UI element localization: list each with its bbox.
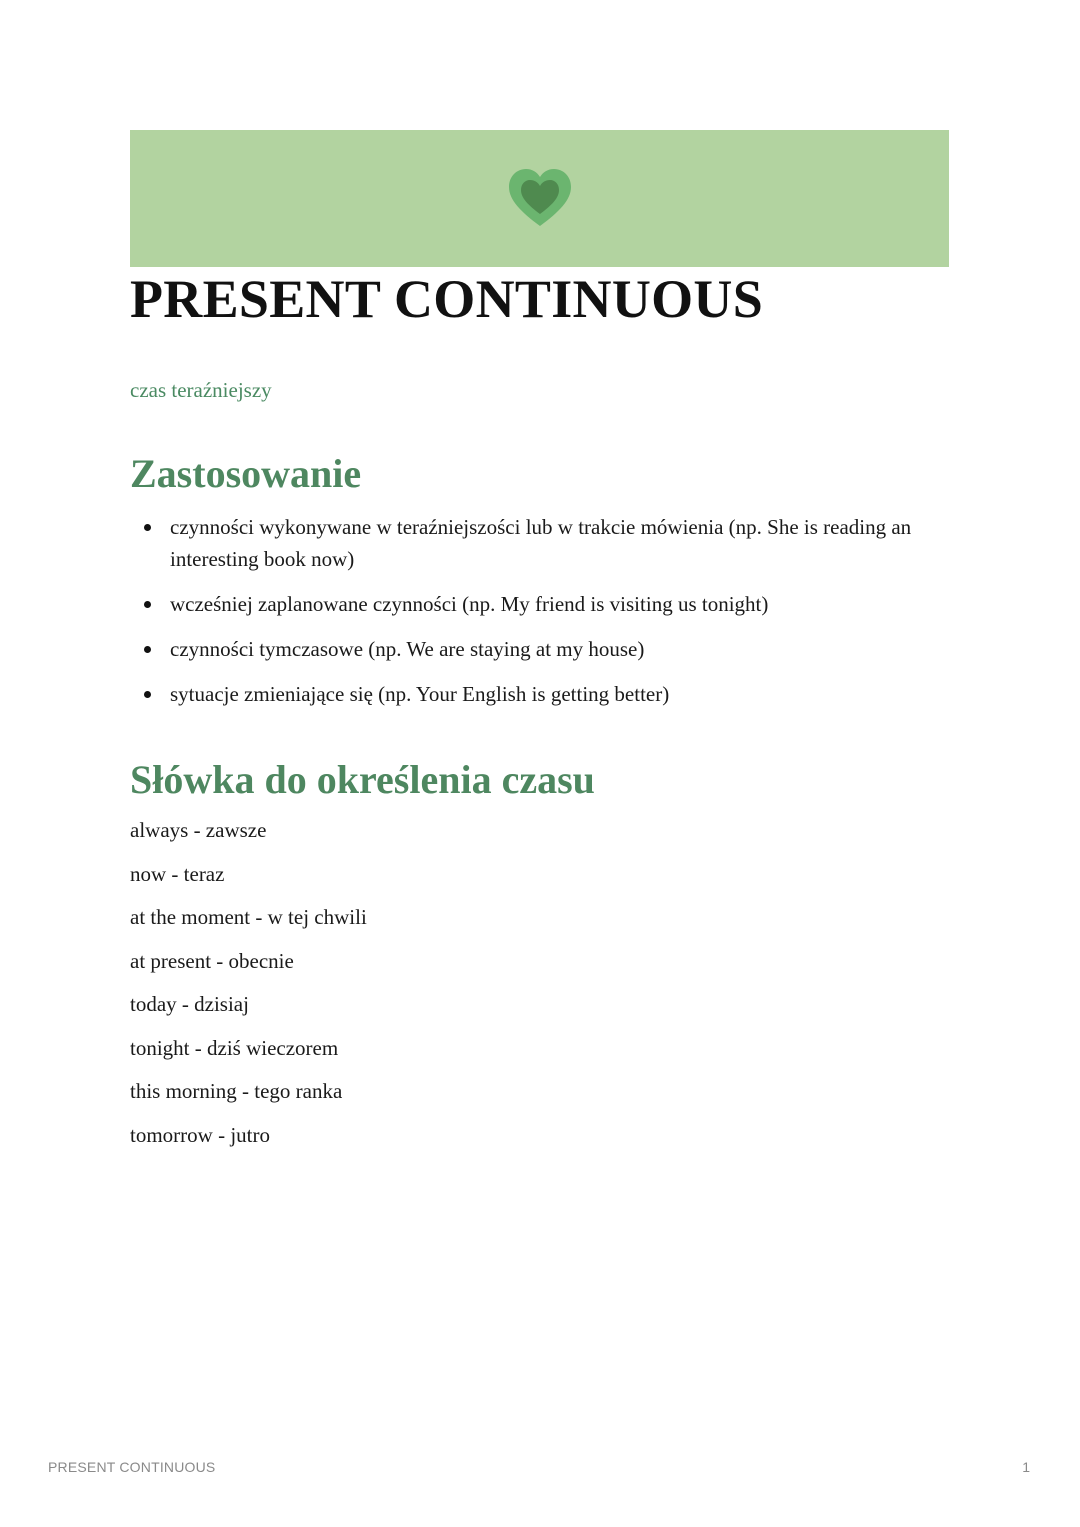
heart-icon [507,168,573,228]
list-item [130,633,950,665]
list-item-text: wcześniej zaplanowane czynności (np. My friend is visiting us tonight) [170,592,769,616]
vocab-item: tonight - dziś wieczorem [130,1035,339,1060]
header-banner [130,130,949,267]
list-item [130,678,950,710]
vocab-item: always - zawsze [130,818,267,842]
list-item [130,588,950,620]
vocab-item: at the moment - w tej chwili [130,905,367,929]
section-heading-usage: Zastosowanie [130,451,362,496]
page-subtitle: czas teraźniejszy [130,378,272,402]
usage-list [130,511,950,723]
section-heading-time-words: Słówka do określenia czasu [130,757,595,802]
vocab-item: now - teraz [130,861,225,886]
page-title: PRESENT CONTINUOUS [130,269,764,329]
vocab-item: today - dzisiaj [130,992,249,1016]
list-item [130,511,950,575]
list-item-text: czynności wykonywane w teraźniejszości lub w trakcie mówienia (np. She is reading an interesting book now) [170,515,912,571]
list-item-text: sytuacje zmieniające się (np. Your English is getting better) [170,682,670,706]
vocab-item: at present - obecnie [130,948,294,973]
footer-page-number: 1 [1022,1459,1030,1475]
bullet-icon [144,691,151,698]
bullet-icon [144,524,151,531]
bullet-icon [144,601,151,608]
bullet-icon [144,646,151,653]
vocab-item: tomorrow - jutro [130,1122,270,1147]
footer-running-title: PRESENT CONTINUOUS [48,1459,216,1475]
time-words-list [130,815,367,1163]
list-item-text: czynności tymczasowe (np. We are staying at my house) [170,637,645,661]
vocab-item: this morning - tego ranka [130,1079,343,1103]
